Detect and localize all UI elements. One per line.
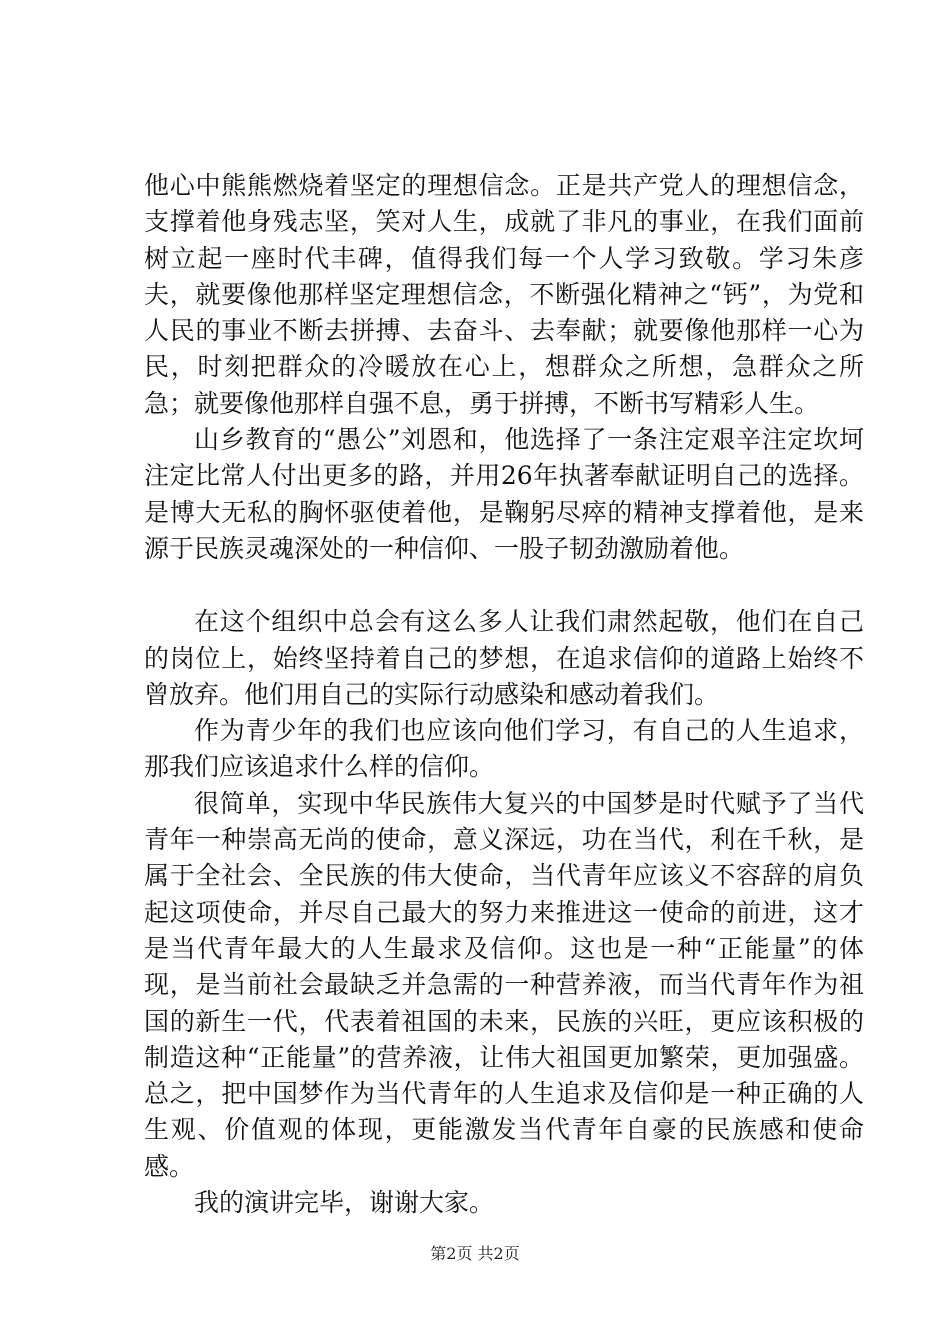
paragraph-youth: 作为青少年的我们也应该向他们学习，有自己的人生追求，那我们应该追求什么样的信仰。: [144, 716, 864, 782]
paragraph-continuation: 他心中熊熊燃烧着坚定的理想信念。正是共产党人的理想信念，支撑着他身残志坚，笑对人生，成就了非凡的事业，在我们面前树立起一座时代丰碑，值得我们每一个人学习致敬。学习朱彦夫，就要像他那样坚定理想信念，不断强化精神之“钙”，为党和人民的事业不断去拼搏、去奋斗、去奉献；就要像他那样一心为民，时刻把群众的冷暖放在心上，想群众之所想，急群众之所急；就要像他那样自强不息，勇于拼搏，不断书写精彩人生。: [144, 171, 864, 418]
page-footer: 第2页 共2页: [430, 1244, 520, 1263]
paragraph-liu-enhe: 山乡教育的“愚公”刘恩和，他选择了一条注定艰辛注定坎坷注定比常人付出更多的路，并用26年执著奉献证明自己的选择。是博大无私的胸怀驱使着他，是鞠躬尽瘁的精神支撑着他，是来源于民族灵魂深处的一种信仰、一股子韧劲激励着他。: [144, 425, 864, 563]
paragraph-china-dream: 很简单，实现中华民族伟大复兴的中国梦是时代赋予了当代青年一种崇高无尚的使命，意义深远，功在当代，利在千秋，是属于全社会、全民族的伟大使命，当代青年应该义不容辞的肩负起这项使命，并尽自己最大的努力来推进这一使命的前进，这才是当代青年最大的人生最求及信仰。这也是一种“正能量”的体现，是当前社会最缺乏并急需的一种营养液，而当代青年作为祖国的新生一代，代表着祖国的未来，民族的兴旺，更应该积极的制造这种“正能量”的营养液，让伟大祖国更加繁荣，更加强盛。总之，把中国梦作为当代青年的人生追求及信仰是一种正确的人生观、价值观的体现，更能激发当代青年自豪的民族感和使命感。: [144, 788, 864, 1181]
paragraph-closing: 我的演讲完毕，谢谢大家。: [194, 1188, 495, 1218]
document-body: [144, 168, 864, 1221]
paragraph-organization: 在这个组织中总会有这么多人让我们肃然起敬，他们在自己的岗位上，始终坚持着自己的梦想，在追求信仰的道路上始终不曾放弃。他们用自己的实际行动感染和感动着我们。: [144, 607, 864, 709]
paragraph-gap: [144, 567, 864, 604]
